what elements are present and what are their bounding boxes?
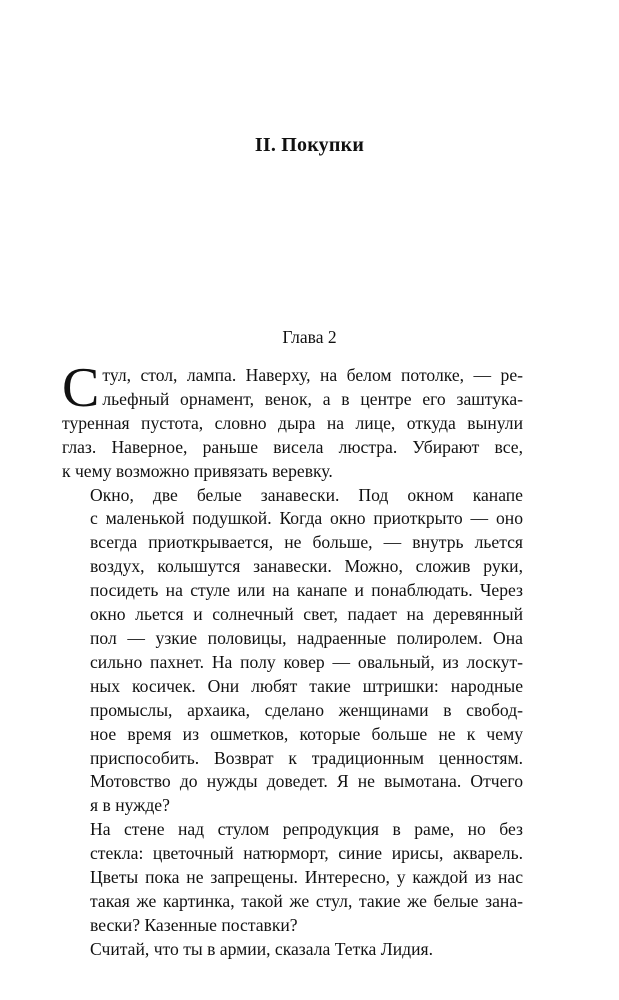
text-line: окно льется и солнечный свет, падает на деревянный (90, 604, 523, 625)
paragraph-2 (62, 484, 523, 819)
chapter-title: Глава 2 (282, 327, 337, 347)
part-title: II. Покупки (254, 134, 365, 156)
text-line: На стене над стулом репродукция в раме, но без (90, 819, 523, 840)
text-line: туренная пустота, словно дыра на лице, откуда вынули (62, 412, 523, 433)
text-line: всегда приоткрывается, не больше, — внутрь льется (90, 532, 523, 553)
paragraph-3 (62, 818, 523, 938)
text-line: такая же картинка, такой же стул, такие же белые зана- (90, 890, 523, 911)
text-line: стекла: цветочный натюрморт, синие ирисы, акварель. (90, 843, 523, 864)
text-line: промыслы, архаика, сделано женщинами в свобод- (90, 699, 523, 720)
text-line: с маленькой подушкой. Когда окно приоткрыто — оно (90, 508, 523, 529)
text-line: глаз. Наверное, раньше висела люстра. Убирают все, (62, 436, 523, 457)
body-text (62, 357, 523, 962)
text-line: посидеть на стуле или на канапе и понаблюдать. Через (90, 580, 523, 601)
text-line: Мотовство до нужды доведет. Я не вымотана. Отчего (90, 771, 523, 792)
text-line: льефный орнамент, венок, а в центре его заштука- (102, 388, 523, 409)
text-line: вески? Казенные поставки? (90, 914, 298, 935)
text-line: Окно, две белые занавески. Под окном канапе (90, 484, 523, 505)
text-line: воздух, колышутся занавески. Можно, сложив руки, (90, 556, 523, 577)
text-line: ных косичек. Они любят такие штришки: народные (90, 675, 523, 696)
text-line: Цветы пока не запрещены. Интересно, у каждой из нас (90, 867, 523, 888)
text-line: сильно пахнет. На полу ковер — овальный, из лоскут- (90, 651, 523, 672)
text-line: приспособить. Возврат к традиционным ценностям. (90, 747, 523, 768)
text-line: я в нужде? (90, 795, 170, 816)
text-line: Считай, что ты в армии, сказала Тетка Лидия. (90, 938, 433, 959)
text-line: пол — узкие половицы, надраенные полиролем. Она (90, 627, 523, 648)
paragraph-1 (62, 357, 523, 484)
text-line: к чему возможно привязать веревку. (62, 460, 333, 481)
drop-cap: С (62, 357, 100, 419)
paragraph-4 (62, 938, 523, 962)
text-line: ное время из ошметков, которые больше не к чему (90, 723, 523, 744)
text-line: тул, стол, лампа. Наверху, на белом потолке, — ре- (102, 365, 523, 385)
